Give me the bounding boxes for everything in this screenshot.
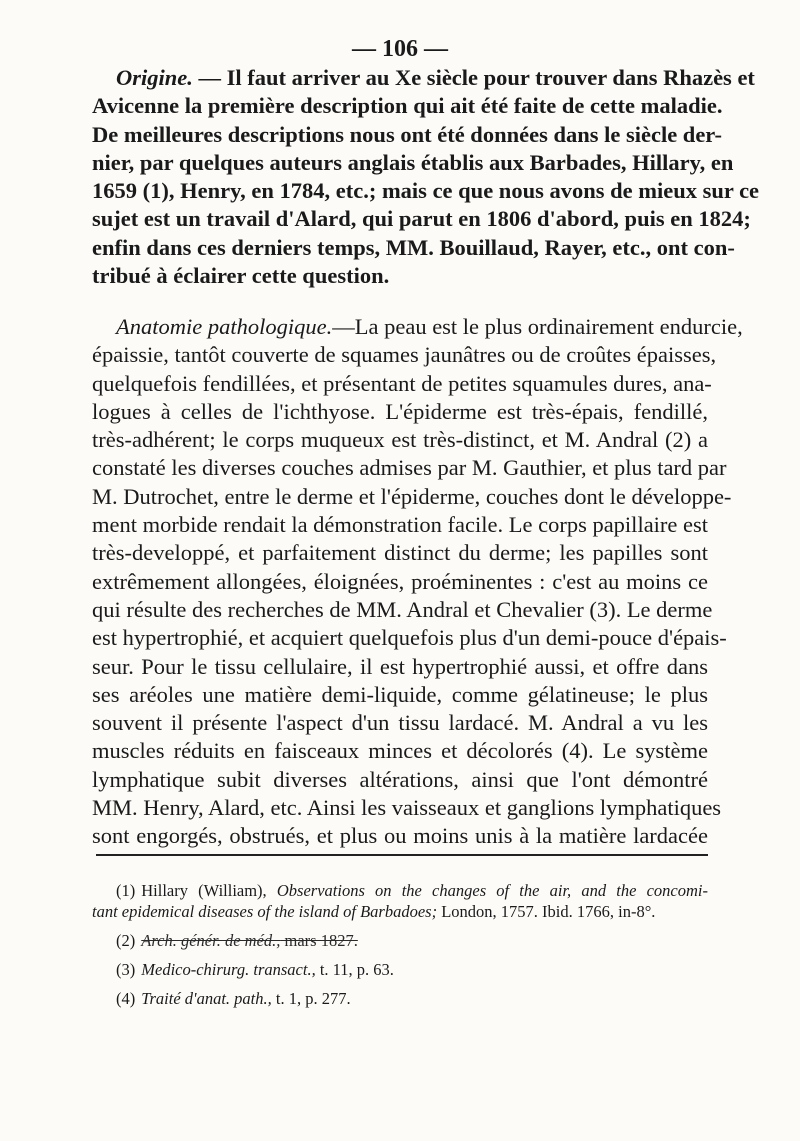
- text-line: qui résulte des recherches de MM. Andral et Chevalier (3). Le derme: [92, 596, 713, 622]
- text-line: constaté les diverses couches admises par M. Gauthier, et plus tard par: [92, 455, 727, 481]
- text-line: logues à celles de l'ichthyose. L'épiderme est très-épais, fendillé,: [92, 398, 708, 424]
- text-line: est hypertrophié, et acquiert quelquefois plus d'un demi-pouce d'épais-: [92, 625, 727, 651]
- section-heading-origine: Origine.: [116, 65, 193, 90]
- text-line: M. Dutrochet, entre le derme et l'épiderme, couches dont le développe-: [92, 483, 732, 509]
- text-line: extrêmement allongées, éloignées, proéminentes : c'est au moins ce: [92, 568, 708, 594]
- text-line: enfin dans ces derniers temps, MM. Bouillaud, Rayer, etc., ont con-: [92, 234, 735, 260]
- text-line: Anatomie pathologique.—La peau est le plus ordinairement endurcie,: [116, 314, 743, 339]
- text-line: ses aréoles une matière demi-liquide, comme gélatineuse; le plus: [92, 681, 708, 707]
- text-line: Avicenne la première description qui ait été faite de cette maladie.: [92, 93, 723, 119]
- paragraph-anatomie-pathologique: [92, 313, 743, 851]
- footnotes: [92, 880, 708, 1017]
- footnote-4: (4) Traité d'anat. path., t. 1, p. 277.: [116, 989, 351, 1008]
- text-line: quelquefois fendillées, et présentant de petites squamules dures, ana-: [92, 370, 712, 396]
- section-heading-anatomie: Anatomie pathologique.: [116, 314, 333, 339]
- text-line: très-developpé, et parfaitement distinct du derme; les papilles sont: [92, 540, 708, 566]
- text-line: De meilleures descriptions nous ont été données dans le siècle der-: [92, 121, 722, 147]
- text-line: souvent il présente l'aspect d'un tissu lardacé. M. Andral a vu les: [92, 710, 708, 736]
- footnote-1: (1) Hillary (William), Observations on the changes of the air, and the concomi- tant epidemical diseases of the island of Barbadoes; London, 1757. Ibid. 1766, in-8°.: [92, 881, 708, 921]
- text-line: lymphatique subit diverses altérations, ainsi que l'ont démontré: [92, 766, 708, 792]
- text-line: Origine. — Il faut arriver au Xe siècle pour trouver dans Rhazès et: [116, 65, 755, 90]
- text-line: MM. Henry, Alard, etc. Ainsi les vaisseaux et ganglions lymphatiques: [92, 795, 722, 821]
- text-line: tribué à éclairer cette question.: [92, 263, 390, 289]
- text-line: très-adhérent; le corps muqueux est très-distinct, et M. Andral (2) a: [92, 427, 708, 453]
- text-line: muscles réduits en faisceaux minces et décolorés (4). Le système: [92, 738, 708, 764]
- page-number: — 106 —: [352, 36, 448, 62]
- paragraph-origine: [92, 64, 760, 290]
- text-line: 1659 (1), Henry, en 1784, etc.; mais ce que nous avons de mieux sur ce: [92, 178, 760, 204]
- text-line: seur. Pour le tissu cellulaire, il est hypertrophié aussi, et offre dans: [92, 653, 708, 679]
- text-line: ment morbide rendait la démonstration facile. Le corps papillaire est: [92, 512, 709, 538]
- footnote-divider: [96, 854, 708, 856]
- footnote-2: (2) Arch. génér. de méd., mars 1827.: [116, 931, 358, 950]
- text-line: nier, par quelques auteurs anglais établis aux Barbades, Hillary, en: [92, 149, 734, 175]
- text-line: épaissie, tantôt couverte de squames jaunâtres ou de croûtes épaisses,: [92, 342, 717, 368]
- footnote-3: (3) Medico-chirurg. transact., t. 11, p. 63.: [116, 960, 394, 979]
- text-line: sont engorgés, obstrués, et plus ou moins unis à la matière lardacée: [92, 823, 708, 849]
- text-line: sujet est un travail d'Alard, qui parut en 1806 d'abord, puis en 1824;: [92, 206, 751, 232]
